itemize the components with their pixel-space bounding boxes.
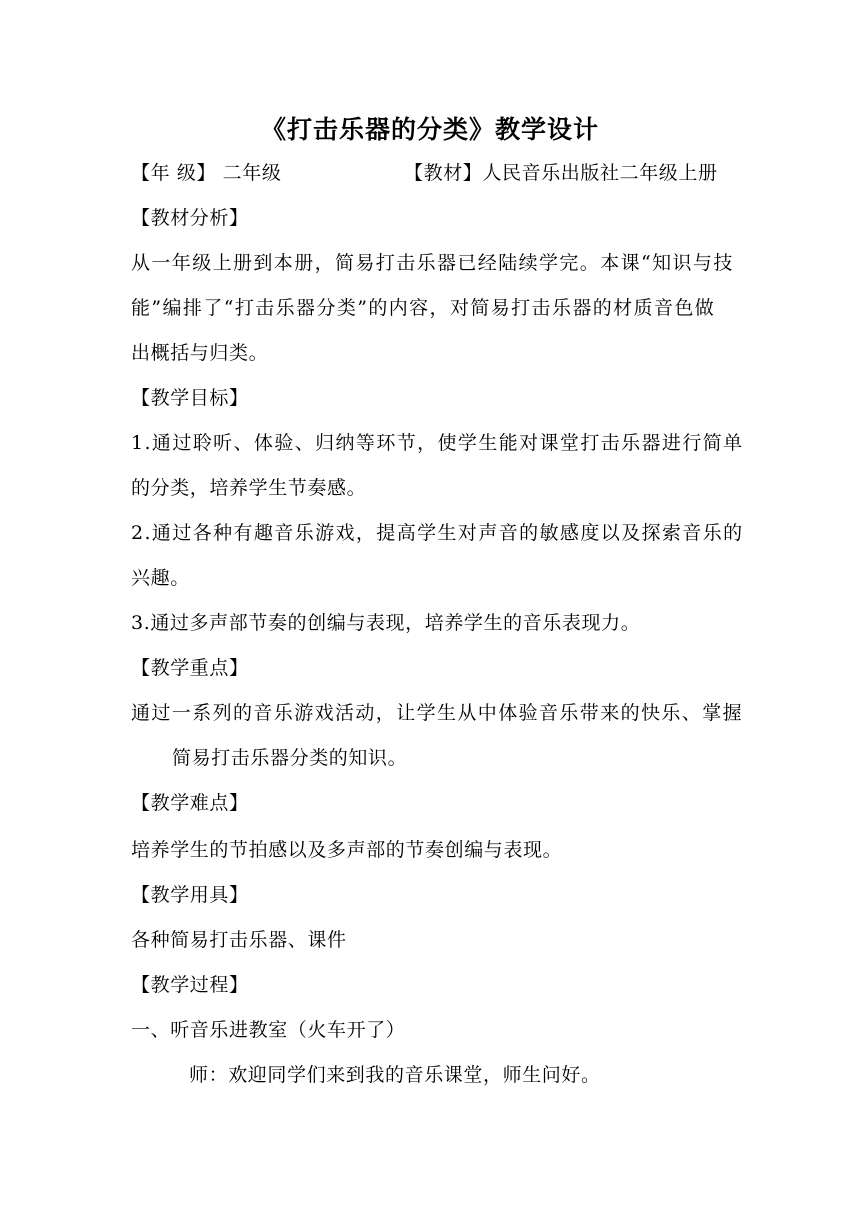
analysis-heading: 【教材分析】 — [131, 207, 249, 229]
analysis-paragraph-line: 能”编排了“打击乐器分类”的内容，对简易打击乐器的材质音色做 — [131, 297, 716, 319]
process-heading: 【教学过程】 — [131, 974, 249, 996]
process-teacher-line: 师：欢迎同学们来到我的音乐课堂，师生问好。 — [189, 1064, 601, 1086]
key-points-heading: 【教学重点】 — [131, 657, 249, 679]
analysis-paragraph-line: 从一年级上册到本册，简易打击乐器已经陆续学完。本课“知识与技 — [131, 252, 734, 274]
key-points-line: 简易打击乐器分类的知识。 — [172, 747, 408, 769]
goals-heading: 【教学目标】 — [131, 387, 249, 409]
goal-line: 2.通过各种有趣音乐游戏，提高学生对声音的敏感度以及探索音乐的 — [131, 522, 744, 544]
difficulty-line: 培养学生的节拍感以及多声部的节奏创编与表现。 — [131, 839, 563, 861]
document-title: 《打击乐器的分类》教学设计 — [260, 115, 599, 144]
goal-line: 的分类，培养学生节奏感。 — [131, 477, 367, 499]
goal-line: 1.通过聆听、体验、归纳等环节，使学生能对课堂打击乐器进行简单 — [131, 432, 744, 454]
analysis-paragraph-line: 出概括与归类。 — [131, 342, 269, 364]
textbook-line: 【教材】人民音乐出版社二年级上册 — [404, 162, 718, 184]
tools-line: 各种简易打击乐器、课件 — [131, 929, 347, 951]
difficulty-heading: 【教学难点】 — [131, 792, 249, 814]
goal-line: 3.通过多声部节奏的创编与表现，培养学生的音乐表现力。 — [131, 612, 641, 634]
goal-line: 兴趣。 — [131, 567, 190, 589]
tools-heading: 【教学用具】 — [131, 884, 249, 906]
grade-line: 【年 级】 二年级 — [131, 162, 282, 184]
key-points-line: 通过一系列的音乐游戏活动，让学生从中体验音乐带来的快乐、掌握 — [131, 702, 744, 724]
process-step: 一、听音乐进教室（火车开了） — [131, 1019, 406, 1041]
